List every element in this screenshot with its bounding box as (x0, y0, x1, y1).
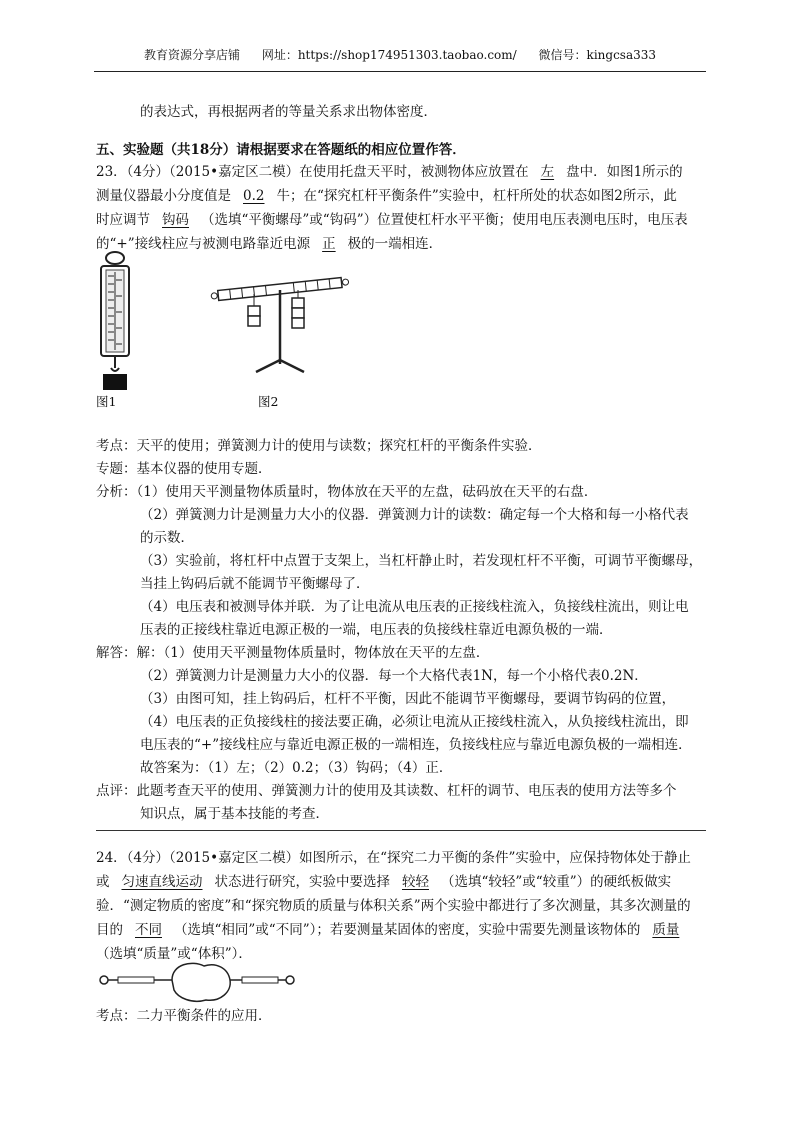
q23-comment-line: 点评：此题考查天平的使用、弹簧测力计的使用及其读数、杠杆的调节、电压表的使用方法等多个 (96, 783, 677, 799)
q24-text: （选填“相同”或“不同”）；若要测量某固体的密度，实验中需要先测量该物体的 (174, 922, 641, 938)
page-header (0, 46, 800, 63)
q23-analysis-line: 压表的正接线柱靠近电源正极的一端，电压表的负接线柱靠近电源负极的一端． (140, 622, 613, 638)
prev-question-tail: 的表达式，再根据两者的等量关系求出物体密度． (140, 104, 437, 120)
q24-answer-4: 质量 (652, 922, 680, 938)
q24-text: 目的 (96, 922, 123, 938)
q23-comment-line: 知识点，属于基本技能的考查． (140, 806, 329, 822)
q23-text: 测量仪器最小分度值是 (96, 188, 231, 204)
q23-text: 时应调节 (96, 212, 150, 228)
q23-line-2 (96, 186, 677, 206)
q24-line-2 (96, 872, 671, 892)
figure-2-caption: 图2 (258, 394, 279, 409)
q24-text: 状态进行研究，实验中要选择 (214, 874, 390, 890)
lever-figure (210, 268, 350, 376)
q24-line-1: 24．（4分）（2015•嘉定区二模）如图所示，在“探究二力平衡的条件”实验中，应保持物体处于静止 (96, 850, 691, 866)
q23-text: 极的一端相连． (347, 236, 443, 252)
q23-text: 23．（4分）（2015•嘉定区二模）在使用托盘天平时，被测物体应放置在 (96, 164, 529, 180)
q23-analysis-line: 的示数． (140, 530, 194, 546)
q23-kaodian: 考点：天平的使用；弹簧测力计的使用与读数；探究杠杆的平衡条件实验． (96, 438, 542, 454)
q23-solution-line: （2）弹簧测力计是测量力大小的仪器．每一个大格代表1N，每一个小格代表0.2N． (140, 668, 648, 684)
q23-solution-line: 电压表的“+”接线柱应与靠近电源正极的一端相连，负接线柱应与靠近电源负极的一端相连． (140, 737, 692, 753)
q24-line-4 (96, 920, 691, 940)
q24-line-5: （选填“质量”或“体积”）． (96, 946, 252, 962)
q23-analysis-line: （4）电压表和被测导体并联．为了让电流从电压表的正接线柱流入，负接线柱流出，则让电 (140, 599, 689, 615)
figure-1-caption: 图1 (96, 394, 117, 409)
q23-answer-3: 钩码 (162, 212, 189, 228)
q23-line-1 (96, 162, 683, 182)
q23-text: （选填“平衡螺母”或“钩码”）位置使杠杆水平平衡；使用电压表测电压时，电压表 (201, 212, 688, 228)
q24-text: 或 (96, 874, 110, 890)
q23-zhuanti: 专题：基本仪器的使用专题． (96, 461, 272, 477)
header-url[interactable]: 网址：https://shop174951303.taobao.com/ (261, 48, 517, 62)
q23-answer-1: 左 (540, 164, 555, 180)
q23-text: 盘中．如图1所示的 (566, 164, 683, 180)
header-shop: 教育资源分享店铺 (143, 48, 240, 62)
q24-answer-3: 不同 (135, 922, 162, 938)
q23-final-answer: 故答案为：（1）左；（2）0.2；（3）钩码；（4）正． (140, 760, 453, 776)
q23-analysis-line: 分析：（1）使用天平测量物体质量时，物体放在天平的左盘，砝码放在天平的右盘． (96, 484, 598, 500)
spring-scale-figure (92, 250, 138, 392)
q24-line-3: 验．“测定物质的密度”和“探究物质的质量与体积关系”两个实验中都进行了多次测量，其多次测量的 (96, 898, 691, 914)
q23-answer-2: 0.2 (243, 188, 265, 204)
question-separator (96, 830, 706, 831)
section-title: 五、实验题（共18分）请根据要求在答题纸的相应位置作答． (96, 142, 466, 158)
header-wechat: 微信号：kingcsa333 (538, 48, 657, 62)
header-rule (94, 71, 706, 72)
q23-line-4 (96, 234, 442, 254)
q24-answer-2: 较轻 (402, 874, 429, 890)
q24-answer-1: 匀速直线运动 (121, 874, 203, 890)
q23-solution-line: 解答：解：（1）使用天平测量物体质量时，物体放在天平的左盘． (96, 645, 490, 661)
q23-text: 的“+”接线柱应与被测电路靠近电源 (96, 236, 311, 252)
q23-analysis-line: （2）弹簧测力计是测量力大小的仪器．弹簧测力计的读数：确定每一个大格和每一小格代表 (140, 507, 689, 523)
q23-line-3 (96, 210, 688, 230)
q23-solution-line: （3）由图可知，挂上钩码后，杠杆不平衡，因此不能调节平衡螺母，要调节钩码的位置， (140, 691, 676, 707)
q23-text: 牛；在“探究杠杆平衡条件”实验中，杠杆所处的状态如图2所示，此 (276, 188, 677, 204)
q24-text: （选填“较轻”或“较重”）的硬纸板做实 (441, 874, 672, 890)
q23-analysis-line: （3）实验前，将杠杆中点置于支架上，当杠杆静止时，若发现杠杆不平衡，可调节平衡螺母， (140, 553, 703, 569)
q24-kaodian: 考点：二力平衡条件的应用． (96, 1008, 272, 1024)
q23-analysis-line: 当挂上钩码后就不能调节平衡螺母了． (140, 576, 370, 592)
q23-answer-4: 正 (322, 236, 336, 252)
q23-solution-line: （4）电压表的正负接线柱的接法要正确，必须让电流从正接线柱流入，从负接线柱流出，即 (140, 714, 689, 730)
